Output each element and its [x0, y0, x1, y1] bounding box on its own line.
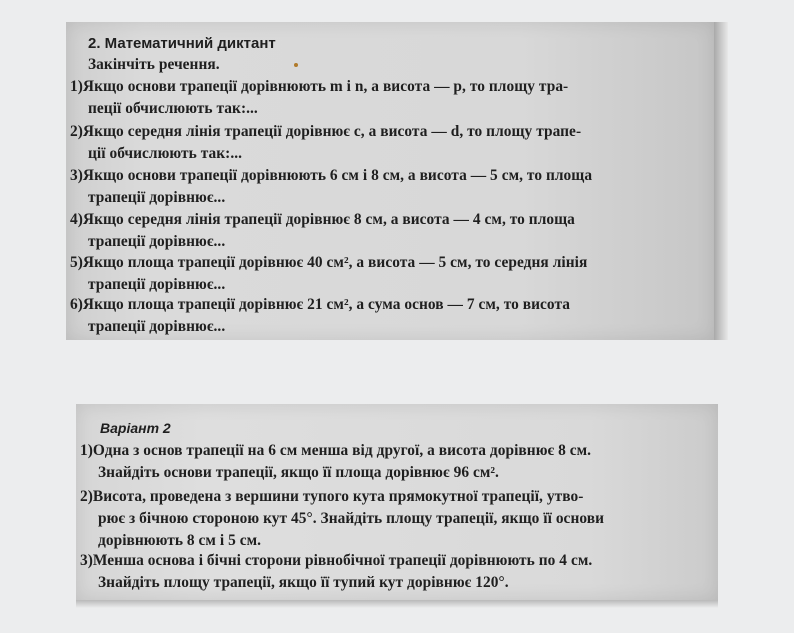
variant-item-1-cont: Знайдіть основи трапеції, якщо її площа дорівнює 96 см². — [98, 464, 499, 481]
item-text-line1: Якщо середня лінія трапеції дорівнює c, а висота — d, то площу трапе- — [82, 123, 582, 140]
item-text-line1: Якщо основи трапеції дорівнюють 6 см і 8 см, а висота — 5 см, то площа — [82, 167, 593, 184]
variant-title: Варіант 2 — [100, 420, 171, 436]
dictation-item-6-cont: трапеції дорівнює... — [88, 318, 226, 335]
card-shadow-edge — [76, 600, 718, 608]
dictation-item-4-cont: трапеції дорівнює... — [88, 233, 226, 250]
dictation-item-4 — [70, 211, 575, 229]
ink-dot — [294, 63, 298, 67]
dictation-item-5-cont: трапеції дорівнює... — [88, 276, 226, 293]
item-number: 3) — [80, 552, 93, 569]
dictation-title: 2. Математичний диктант — [88, 35, 276, 52]
variant-item-2-cont: рює з бічною стороною кут 45°. Знайдіть площу трапеції, якщо її основи — [98, 510, 605, 527]
item-number: 5) — [70, 254, 83, 271]
dictation-item-6 — [70, 296, 570, 314]
item-text-line1: Якщо площа трапеції дорівнює 40 см², а висота — 5 см, то середня лінія — [82, 254, 588, 271]
item-number: 2) — [80, 488, 93, 505]
item-text-line1: Якщо середня лінія трапеції дорівнює 8 см, а висота — 4 см, то площа — [82, 211, 575, 228]
variant-item-3-cont: Знайдіть площу трапеції, якщо її тупий кут дорівнює 120°. — [98, 574, 509, 591]
dictation-item-2-cont: ції обчислюють так:... — [88, 145, 243, 162]
item-text-line: Одна з основ трапеції на 6 см менша від другої, а висота дорівнює 8 см. — [92, 442, 592, 459]
variant-item-2-cont: дорівнюють 8 см і 5 см. — [98, 532, 262, 549]
item-number: 1) — [70, 78, 83, 95]
item-number: 2) — [70, 123, 83, 140]
dictation-item-2 — [70, 123, 581, 141]
variant-item-2 — [80, 488, 583, 506]
item-number: 6) — [70, 296, 83, 313]
card-shadow-edge — [714, 22, 728, 340]
item-text-line: Менша основа і бічні сторони рівнобічної трапеції дорівнюють по 4 см. — [92, 552, 593, 569]
item-text-line1: Якщо основи трапеції дорівнюють m і n, а висота — p, то площу тра- — [82, 78, 569, 95]
variant-item-1 — [80, 442, 591, 460]
dictation-item-3-cont: трапеції дорівнює... — [88, 189, 226, 206]
item-number: 3) — [70, 167, 83, 184]
dictation-item-1 — [70, 78, 568, 96]
item-number: 4) — [70, 211, 83, 228]
dictation-item-3 — [70, 167, 592, 185]
item-text-line: Висота, проведена з вершини тупого кута прямокутної трапеції, утво- — [92, 488, 584, 505]
item-number: 1) — [80, 442, 93, 459]
dictation-intro: Закінчіть речення. — [88, 56, 220, 73]
item-text-line1: Якщо площа трапеції дорівнює 21 см², а сума основ — 7 см, то висота — [82, 296, 570, 313]
dictation-item-1-cont: пеції обчислюють так:... — [88, 100, 258, 117]
variant-item-3 — [80, 552, 592, 570]
dictation-item-5 — [70, 254, 587, 272]
